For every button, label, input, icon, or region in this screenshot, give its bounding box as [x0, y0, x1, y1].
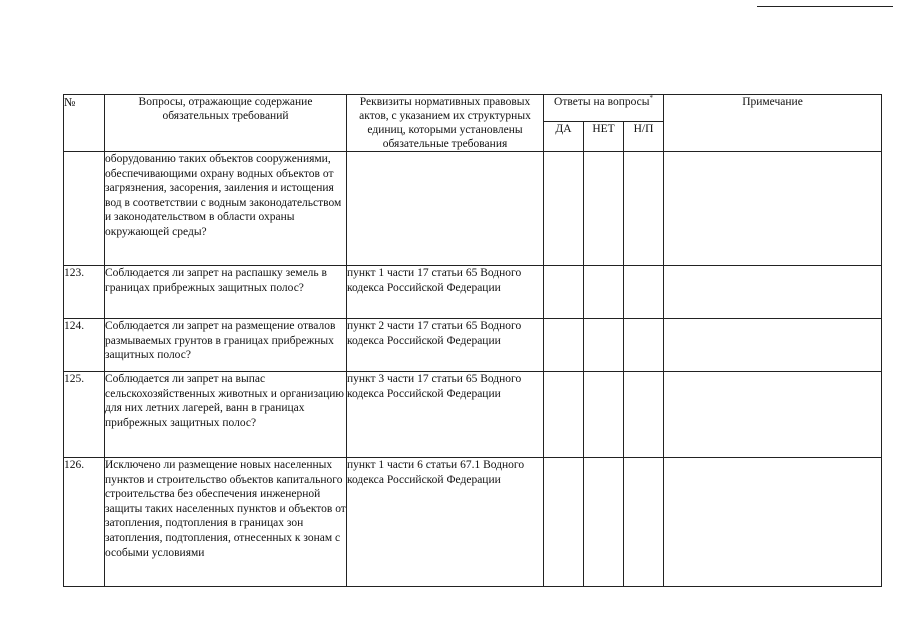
answer-na-cell[interactable]: [624, 152, 664, 266]
table-row: [64, 152, 882, 266]
row-number: [64, 152, 105, 266]
answer-yes-cell[interactable]: [544, 266, 584, 319]
row-number: 126.: [64, 458, 105, 587]
answer-yes-cell[interactable]: [544, 152, 584, 266]
answer-yes-cell[interactable]: [544, 372, 584, 458]
row-number: 123.: [64, 266, 105, 319]
note-cell[interactable]: [664, 458, 882, 587]
header-requisites: Реквизиты нормативных правовых актов, с указанием их структурных единиц, которыми установлены обязательные требования: [347, 95, 544, 152]
answer-na-cell[interactable]: [624, 372, 664, 458]
note-cell[interactable]: [664, 319, 882, 372]
table-row: [64, 458, 882, 587]
row-number: 124.: [64, 319, 105, 372]
answer-no-cell[interactable]: [584, 152, 624, 266]
table-row: [64, 266, 882, 319]
header-yes: ДА: [544, 122, 584, 152]
table-row: [64, 372, 882, 458]
answer-yes-cell[interactable]: [544, 458, 584, 587]
table-row: [64, 319, 882, 372]
header-note: Примечание: [664, 95, 882, 152]
answer-no-cell[interactable]: [584, 458, 624, 587]
answer-na-cell[interactable]: [624, 266, 664, 319]
row-question: Соблюдается ли запрет на распашку земель в границах прибрежных защитных полос?: [105, 266, 347, 319]
header-answers: [544, 95, 664, 122]
row-requisites: пункт 1 части 17 статьи 65 Водного кодекса Российской Федерации: [347, 266, 544, 319]
header-question: Вопросы, отражающие содержание обязательных требований: [105, 95, 347, 152]
answer-no-cell[interactable]: [584, 319, 624, 372]
header-answers-footnote-mark: *: [649, 94, 653, 103]
row-question: оборудованию таких объектов сооружениями, обеспечивающими охрану водных объектов от загрязнения, засорения, заиления и истощения вод в соответствии с водным законодательством и законодательством в области охраны окружающей среды?: [105, 152, 347, 266]
answer-yes-cell[interactable]: [544, 319, 584, 372]
row-number: 125.: [64, 372, 105, 458]
row-question: Соблюдается ли запрет на выпас сельскохозяйственных животных и организацию для них летних лагерей, ванн в границах прибрежных защитных полос?: [105, 372, 347, 458]
header-answers-label: Ответы на вопросы: [554, 96, 650, 108]
note-cell[interactable]: [664, 372, 882, 458]
row-requisites: пункт 3 части 17 статьи 65 Водного кодекса Российской Федерации: [347, 372, 544, 458]
header-number: №: [64, 95, 105, 152]
row-requisites: пункт 2 части 17 статьи 65 Водного кодекса Российской Федерации: [347, 319, 544, 372]
answer-no-cell[interactable]: [584, 266, 624, 319]
header-na: Н/П: [624, 122, 664, 152]
checklist-table: [63, 94, 882, 587]
top-right-rule: [757, 6, 893, 7]
answer-na-cell[interactable]: [624, 319, 664, 372]
note-cell[interactable]: [664, 266, 882, 319]
header-no: НЕТ: [584, 122, 624, 152]
row-question: Исключено ли размещение новых населенных пунктов и строительство объектов капитального строительства без обеспечения инженерной защиты таких населенных пунктов и объектов от затопления, подтопления в границах зон затопления, подтопления, отнесенных к зонам с особыми условиями: [105, 458, 347, 587]
row-requisites: [347, 152, 544, 266]
answer-no-cell[interactable]: [584, 372, 624, 458]
note-cell[interactable]: [664, 152, 882, 266]
row-requisites: пункт 1 части 6 статьи 67.1 Водного кодекса Российской Федерации: [347, 458, 544, 587]
row-question: Соблюдается ли запрет на размещение отвалов размываемых грунтов в границах прибрежных защитных полос?: [105, 319, 347, 372]
answer-na-cell[interactable]: [624, 458, 664, 587]
